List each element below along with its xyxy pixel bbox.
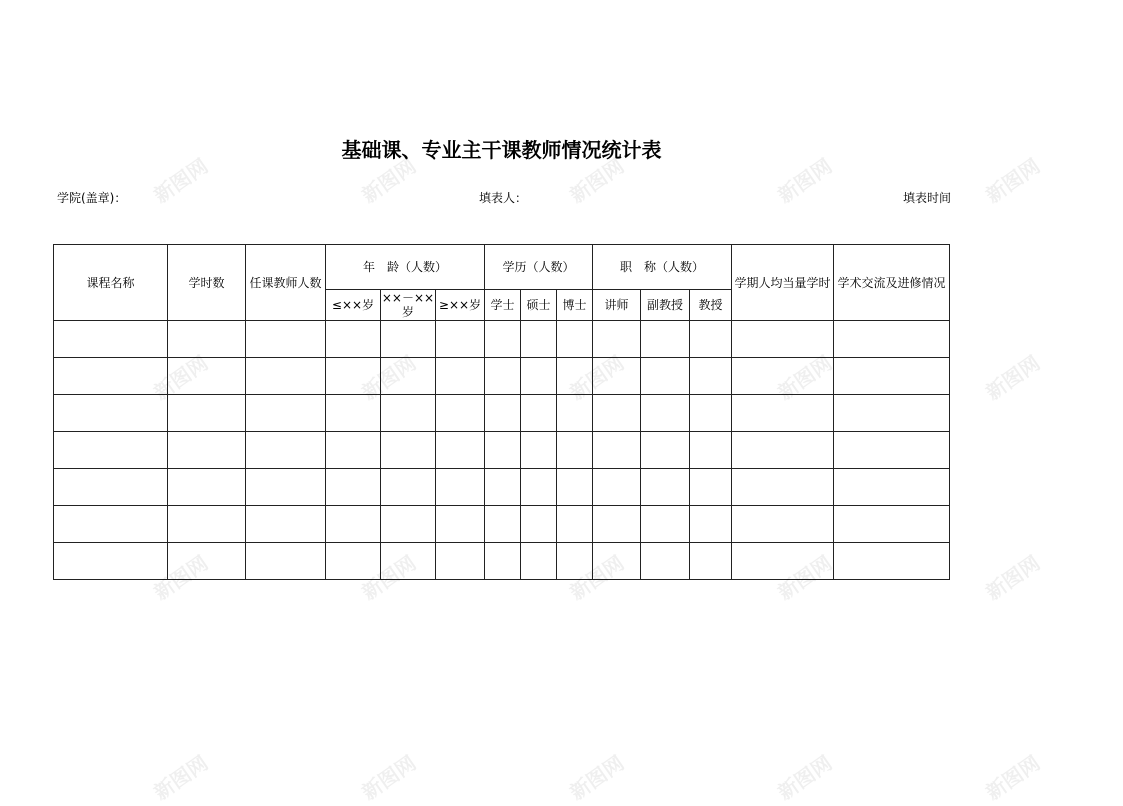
table-cell[interactable] <box>521 358 557 395</box>
table-row <box>54 395 950 432</box>
header-age-over: ≥××岁 <box>436 290 485 321</box>
watermark: 新图网 <box>981 153 1045 208</box>
watermark: 新图网 <box>149 350 213 405</box>
table-cell[interactable] <box>168 543 246 580</box>
watermark: 新图网 <box>565 153 629 208</box>
table-cell[interactable] <box>834 506 950 543</box>
table-cell[interactable] <box>326 506 381 543</box>
table-cell[interactable] <box>557 506 593 543</box>
table-cell[interactable] <box>557 395 593 432</box>
table-cell[interactable] <box>381 321 436 358</box>
table-cell[interactable] <box>436 395 485 432</box>
header-hours: 学时数 <box>168 245 246 321</box>
header-course-name: 课程名称 <box>54 245 168 321</box>
table-cell[interactable] <box>690 321 732 358</box>
table-cell[interactable] <box>381 358 436 395</box>
table-row <box>54 321 950 358</box>
table-cell[interactable] <box>326 395 381 432</box>
table-cell[interactable] <box>834 432 950 469</box>
table-cell[interactable] <box>732 506 834 543</box>
table-cell[interactable] <box>168 395 246 432</box>
watermark: 新图网 <box>565 750 629 805</box>
watermark: 新图网 <box>357 153 421 208</box>
table-cell[interactable] <box>246 321 326 358</box>
table-cell[interactable] <box>834 469 950 506</box>
table-cell[interactable] <box>54 395 168 432</box>
table-cell[interactable] <box>690 395 732 432</box>
table-cell[interactable] <box>557 543 593 580</box>
college-label: 学院(盖章)： <box>57 191 127 205</box>
watermark: 新图网 <box>357 350 421 405</box>
table-cell[interactable] <box>381 543 436 580</box>
table-cell[interactable] <box>690 432 732 469</box>
watermark: 新图网 <box>149 153 213 208</box>
watermark: 新图网 <box>773 153 837 208</box>
table-cell[interactable] <box>436 543 485 580</box>
table-cell[interactable] <box>485 321 521 358</box>
watermark: 新图网 <box>981 750 1045 805</box>
table-cell[interactable] <box>593 432 641 469</box>
header-assoc-prof: 副教授 <box>641 290 690 321</box>
header-title-group: 职 称（人数） <box>593 245 732 290</box>
table-cell[interactable] <box>485 358 521 395</box>
table-cell[interactable] <box>641 432 690 469</box>
header-age-group: 年 龄（人数） <box>326 245 485 290</box>
table-cell[interactable] <box>54 469 168 506</box>
table-cell[interactable] <box>593 469 641 506</box>
table-row <box>54 506 950 543</box>
table-cell[interactable] <box>436 469 485 506</box>
table-cell[interactable] <box>326 321 381 358</box>
table-cell[interactable] <box>593 395 641 432</box>
table-cell[interactable] <box>641 543 690 580</box>
watermark: 新图网 <box>981 550 1045 605</box>
document-title: 基础课、专业主干课教师情况统计表 <box>341 138 662 162</box>
table-cell[interactable] <box>641 469 690 506</box>
filler-label: 填表人： <box>479 191 528 205</box>
table-cell[interactable] <box>521 321 557 358</box>
watermark: 新图网 <box>773 550 837 605</box>
header-age-between: ××－××岁 <box>381 291 435 319</box>
watermark: 新图网 <box>773 750 837 805</box>
table-row <box>54 469 950 506</box>
table-cell[interactable] <box>436 321 485 358</box>
table-cell[interactable] <box>381 395 436 432</box>
header-avg-hours: 学期人均当量学时 <box>732 245 834 321</box>
table-cell[interactable] <box>436 432 485 469</box>
watermark: 新图网 <box>981 350 1045 405</box>
table-cell[interactable] <box>168 321 246 358</box>
table-cell[interactable] <box>521 432 557 469</box>
table-cell[interactable] <box>834 321 950 358</box>
table-cell[interactable] <box>54 432 168 469</box>
table-cell[interactable] <box>834 358 950 395</box>
table-cell[interactable] <box>54 506 168 543</box>
table-cell[interactable] <box>690 469 732 506</box>
table-cell[interactable] <box>593 358 641 395</box>
table-cell[interactable] <box>326 432 381 469</box>
header-edu-group: 学历（人数） <box>485 245 593 290</box>
date-label: 填表时间 <box>903 191 952 205</box>
table-cell[interactable] <box>326 469 381 506</box>
table-cell[interactable] <box>732 432 834 469</box>
table-cell[interactable] <box>690 543 732 580</box>
table-row <box>54 543 950 580</box>
table-cell[interactable] <box>521 543 557 580</box>
table-cell[interactable] <box>557 321 593 358</box>
table-cell[interactable] <box>246 469 326 506</box>
watermark: 新图网 <box>773 350 837 405</box>
table-cell[interactable] <box>732 358 834 395</box>
header-exchange: 学术交流及进修情况 <box>834 245 950 321</box>
table-cell[interactable] <box>641 506 690 543</box>
table-cell[interactable] <box>485 543 521 580</box>
table-cell[interactable] <box>54 321 168 358</box>
table-cell[interactable] <box>246 432 326 469</box>
header-teacher-count: 任课教师人数 <box>246 245 326 321</box>
table-cell[interactable] <box>732 395 834 432</box>
header-doctor: 博士 <box>557 290 593 321</box>
table-cell[interactable] <box>593 321 641 358</box>
teacher-stats-table <box>53 244 950 580</box>
watermark: 新图网 <box>565 350 629 405</box>
header-master: 硕士 <box>521 290 557 321</box>
table-cell[interactable] <box>485 469 521 506</box>
table-cell[interactable] <box>168 506 246 543</box>
table-cell[interactable] <box>326 543 381 580</box>
table-cell[interactable] <box>168 432 246 469</box>
table-cell[interactable] <box>436 358 485 395</box>
table-cell[interactable] <box>641 321 690 358</box>
table-cell[interactable] <box>834 543 950 580</box>
table-cell[interactable] <box>381 469 436 506</box>
table-cell[interactable] <box>381 432 436 469</box>
watermark: 新图网 <box>149 550 213 605</box>
table-cell[interactable] <box>732 469 834 506</box>
table-cell[interactable] <box>834 395 950 432</box>
table-cell[interactable] <box>54 358 168 395</box>
watermark: 新图网 <box>565 550 629 605</box>
table-cell[interactable] <box>168 469 246 506</box>
table-cell[interactable] <box>593 543 641 580</box>
table-cell[interactable] <box>54 543 168 580</box>
watermark: 新图网 <box>357 550 421 605</box>
table-cell[interactable] <box>326 358 381 395</box>
header-professor: 教授 <box>690 290 732 321</box>
watermark: 新图网 <box>149 750 213 805</box>
table-cell[interactable] <box>521 506 557 543</box>
table-cell[interactable] <box>732 543 834 580</box>
table-cell[interactable] <box>732 321 834 358</box>
header-bachelor: 学士 <box>485 290 521 321</box>
table-cell[interactable] <box>690 506 732 543</box>
table-cell[interactable] <box>246 395 326 432</box>
table-cell[interactable] <box>168 358 246 395</box>
table-cell[interactable] <box>381 506 436 543</box>
table-cell[interactable] <box>246 358 326 395</box>
table-cell[interactable] <box>246 506 326 543</box>
table-cell[interactable] <box>593 506 641 543</box>
table-cell[interactable] <box>521 395 557 432</box>
header-age-under: ≤××岁 <box>326 290 381 321</box>
watermark: 新图网 <box>357 750 421 805</box>
table-row <box>54 358 950 395</box>
table-cell[interactable] <box>485 395 521 432</box>
table-cell[interactable] <box>557 358 593 395</box>
table-cell[interactable] <box>436 506 485 543</box>
table-cell[interactable] <box>521 469 557 506</box>
table-cell[interactable] <box>557 469 593 506</box>
header-lecturer: 讲师 <box>593 290 641 321</box>
table-cell[interactable] <box>557 432 593 469</box>
table-cell[interactable] <box>485 506 521 543</box>
table-cell[interactable] <box>690 358 732 395</box>
table-cell[interactable] <box>641 358 690 395</box>
table-cell[interactable] <box>485 432 521 469</box>
table-cell[interactable] <box>641 395 690 432</box>
table-row <box>54 432 950 469</box>
table-cell[interactable] <box>246 543 326 580</box>
